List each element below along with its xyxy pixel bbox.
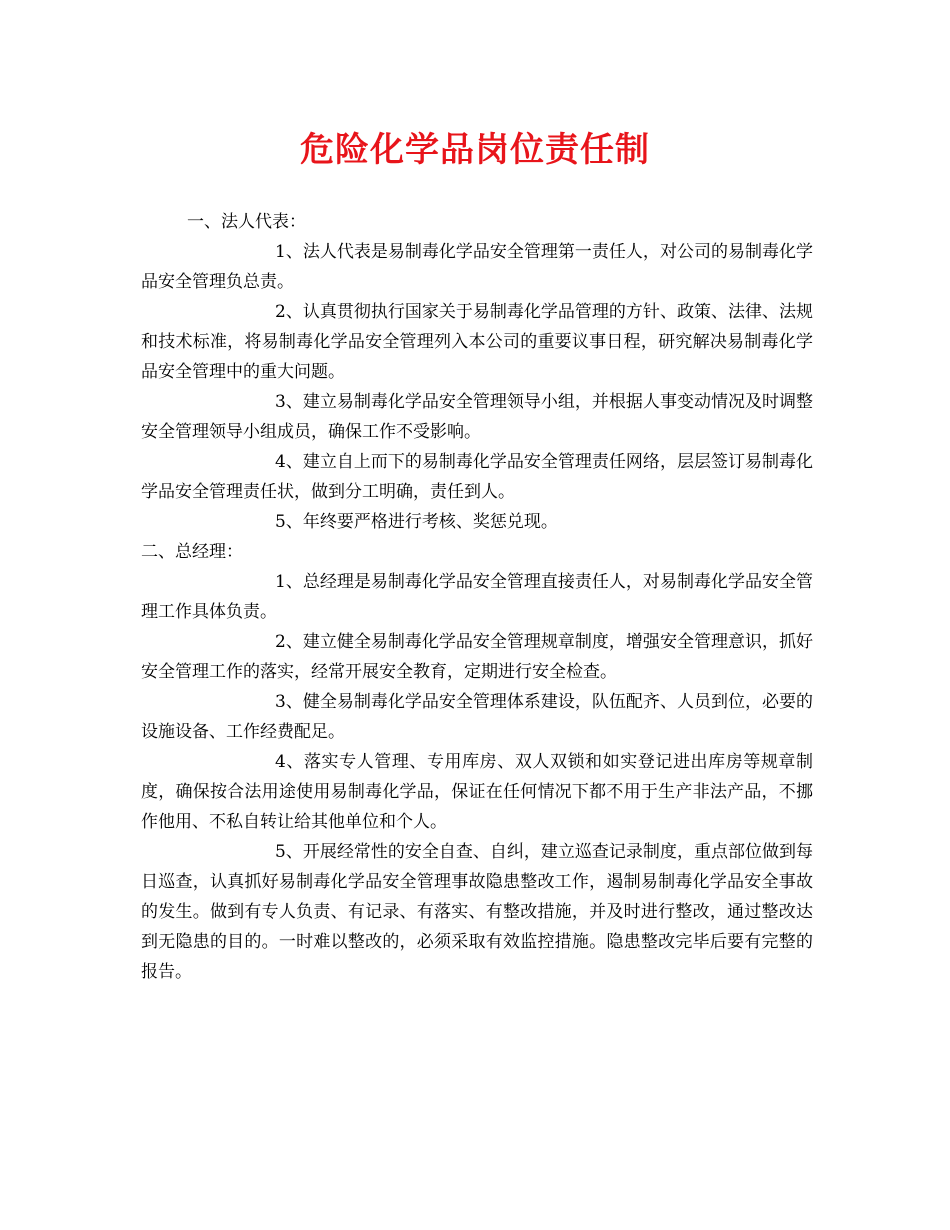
paragraph: 4、建立自上而下的易制毒化学品安全管理责任网络，层层签订易制毒化学品安全管理责任状，做到分工明确，责任到人。	[141, 452, 813, 502]
paragraph: 1、法人代表是易制毒化学品安全管理第一责任人，对公司的易制毒化学品安全管理负总责。	[141, 242, 813, 292]
section-general-manager	[141, 537, 813, 987]
paragraph: 4、落实专人管理、专用库房、双人双锁和如实登记进出库房等规章制度，确保按合法用途使用易制毒化学品，保证在任何情况下都不用于生产非法产品，不挪作他用、不私自转让给其他单位和个人。	[141, 752, 813, 832]
paragraph: 2、认真贯彻执行国家关于易制毒化学品管理的方针、政策、法律、法规和技术标准，将易制毒化学品安全管理列入本公司的重要议事日程，研究解决易制毒化学品安全管理中的重大问题。	[141, 302, 813, 382]
section-heading: 一、法人代表：	[187, 212, 306, 232]
paragraph: 1、总经理是易制毒化学品安全管理直接责任人，对易制毒化学品安全管理工作具体负责。	[141, 572, 813, 622]
section-legal-representative	[141, 207, 813, 537]
section-heading: 二、总经理：	[141, 542, 243, 562]
paragraph: 2、建立健全易制毒化学品安全管理规章制度，增强安全管理意识，抓好安全管理工作的落实，经常开展安全教育，定期进行安全检查。	[141, 632, 813, 682]
paragraph: 3、健全易制毒化学品安全管理体系建设，队伍配齐、人员到位，必要的设施设备、工作经费配足。	[141, 692, 813, 742]
paragraph: 5、开展经常性的安全自查、自纠，建立巡查记录制度，重点部位做到每日巡查，认真抓好易制毒化学品安全管理事故隐患整改工作，遏制易制毒化学品安全事故的发生。做到有专人负责、有记录、有落实、有整改措施，并及时进行整改，通过整改达到无隐患的目的。一时难以整改的，必须采取有效监控措施。隐患整改完毕后要有完整的报告。	[141, 842, 813, 982]
paragraph: 3、建立易制毒化学品安全管理领导小组，并根据人事变动情况及时调整安全管理领导小组成员，确保工作不受影响。	[141, 392, 813, 442]
document-title: 危险化学品岗位责任制	[300, 130, 650, 170]
document-body	[141, 207, 813, 987]
paragraph: 5、年终要严格进行考核、奖惩兑现。	[275, 512, 558, 532]
